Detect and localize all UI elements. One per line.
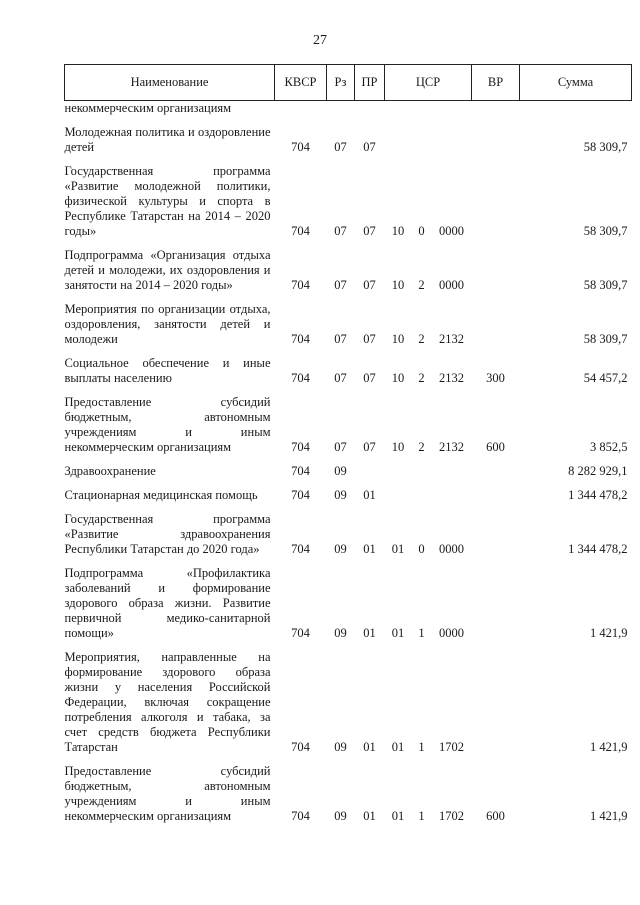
cell-sum: 8 282 929,1	[568, 464, 628, 478]
row-spacer	[65, 347, 632, 356]
row-spacer	[65, 293, 632, 302]
cell-vr: 600	[486, 440, 505, 454]
cell-pr: 07	[363, 224, 376, 238]
cell-csr-direction	[432, 464, 472, 479]
cell-name: Государственная программа «Развитие здравоохранения Республики Татарстан до 2020 года»	[64, 512, 271, 556]
cell-csr-direction: 1702	[439, 740, 464, 754]
cell-vr	[472, 650, 520, 755]
cell-csr-subprogram: 1	[418, 626, 425, 640]
cell-csr-subprogram: 0	[418, 224, 425, 238]
cell-name: Стационарная медицинская помощь	[64, 488, 258, 502]
cell-csr-subprogram: 0	[418, 542, 425, 556]
cell-rz: 07	[334, 140, 347, 154]
cell-csr-program: 01	[391, 809, 405, 823]
cell-sum: 1 344 478,2	[568, 542, 628, 556]
row-spacer	[65, 455, 632, 464]
header-vr: ВР	[472, 65, 520, 101]
cell-name: Социальное обеспечение и иные выплаты населению	[64, 356, 271, 385]
cell-name: Подпрограмма «Профилактика заболеваний и формирование здорового образа жизни. Развитие первичной медико-санитарной помощи»	[64, 566, 271, 640]
cell-csr-subprogram	[412, 464, 432, 479]
cell-csr-direction: 2132	[439, 440, 464, 454]
cell-csr-subprogram: 1	[418, 809, 425, 823]
cell-rz: 07	[334, 224, 347, 238]
cell-name: Подпрограмма «Организация отдыха детей и молодежи, их оздоровления и занятости на 2014 – 2020 годы»	[64, 248, 271, 292]
cell-csr-program	[385, 125, 412, 155]
cell-vr	[472, 488, 520, 503]
cell-sum: 58 309,7	[583, 278, 628, 292]
cell-pr: 07	[363, 278, 376, 292]
page-number: 27	[313, 33, 327, 48]
table-row	[65, 164, 632, 239]
row-spacer	[65, 641, 632, 650]
cell-kvsr: 704	[291, 224, 310, 238]
cell-csr-subprogram	[412, 125, 432, 155]
cell-csr-subprogram	[412, 488, 432, 503]
cell-sum: 1 421,9	[590, 626, 628, 640]
cell-name: Молодежная политика и оздоровление детей	[64, 125, 271, 154]
cell-csr-program: 01	[391, 626, 405, 640]
cell-csr-program: 01	[391, 740, 405, 754]
cell-pr: 01	[363, 626, 376, 640]
cell-vr	[472, 248, 520, 293]
cell-csr-program: 10	[391, 332, 405, 346]
cell-csr-direction: 0000	[439, 278, 464, 292]
table-row	[65, 566, 632, 641]
cell-csr-direction: 2132	[439, 371, 464, 385]
cell-csr-direction	[432, 488, 472, 503]
cell-kvsr: 704	[291, 809, 310, 823]
cell-csr-program: 10	[391, 224, 405, 238]
table-row	[65, 248, 632, 293]
cell-name: Государственная программа «Развитие молодежной политики, физической культуры и спорта в Республике Татарстан на 2014 – 2020 годы»	[64, 164, 271, 238]
cell-sum: 1 421,9	[590, 809, 628, 823]
cell-name: Предоставление субсидий бюджетным, автономным учреждениям и иным некоммерческим организациям	[64, 764, 271, 823]
table-row	[65, 125, 632, 155]
cell-rz: 07	[334, 278, 347, 292]
budget-table	[64, 64, 632, 824]
cell-pr: 07	[363, 440, 376, 454]
table-row	[65, 650, 632, 755]
cell-name: Мероприятия, направленные на формирование здорового образа жизни у населения Российской Федерации, включая сокращение потребления алкоголя и табака, за счет средств бюджета Республики Татарстан	[64, 650, 271, 754]
cell-pr: 07	[363, 332, 376, 346]
cell-rz: 09	[334, 542, 347, 556]
cell-csr-direction: 0000	[439, 224, 464, 238]
cell-kvsr: 704	[291, 371, 310, 385]
cell-rz: 09	[334, 809, 347, 823]
cell-sum: 1 421,9	[590, 740, 628, 754]
cell-pr: 01	[363, 488, 376, 502]
cell-kvsr: 704	[291, 140, 310, 154]
cell-pr	[355, 464, 385, 479]
cell-kvsr: 704	[291, 740, 310, 754]
cell-sum: 58 309,7	[583, 140, 628, 154]
cell-rz: 09	[334, 488, 347, 502]
table-row	[65, 488, 632, 503]
cell-csr-direction: 1702	[439, 809, 464, 823]
cell-pr: 01	[363, 740, 376, 754]
cell-kvsr: 704	[291, 278, 310, 292]
cell-rz: 07	[334, 440, 347, 454]
cell-kvsr: 704	[291, 626, 310, 640]
cell-sum: 58 309,7	[583, 224, 628, 238]
cell-sum: 58 309,7	[583, 332, 628, 346]
cell-kvsr: 704	[291, 332, 310, 346]
cell-name: Мероприятия по организации отдыха, оздоровления, занятости детей и молодежи	[64, 302, 271, 346]
cell-csr-program	[385, 488, 412, 503]
continuation-text: некоммерческим организациям	[64, 101, 232, 115]
cell-rz: 09	[334, 740, 347, 754]
cell-csr-direction	[432, 125, 472, 155]
table-row	[65, 764, 632, 824]
cell-pr: 01	[363, 809, 376, 823]
header-name: Наименование	[65, 65, 275, 101]
cell-csr-subprogram: 2	[418, 332, 425, 346]
cell-csr-program: 10	[391, 371, 405, 385]
table-row	[65, 395, 632, 455]
table-row	[65, 356, 632, 386]
cell-csr-subprogram: 2	[418, 440, 425, 454]
row-spacer	[65, 755, 632, 764]
cell-pr: 01	[363, 542, 376, 556]
table-row	[65, 464, 632, 479]
cell-name: Предоставление субсидий бюджетным, автономным учреждениям и иным некоммерческим организациям	[64, 395, 271, 454]
row-spacer	[65, 503, 632, 512]
cell-csr-program	[385, 464, 412, 479]
cell-name: Здравоохранение	[64, 464, 156, 478]
header-csr: ЦСР	[385, 65, 472, 101]
cell-rz: 07	[334, 332, 347, 346]
cell-vr	[472, 125, 520, 155]
cell-csr-direction: 0000	[439, 542, 464, 556]
cell-csr-subprogram: 1	[418, 740, 425, 754]
row-spacer	[65, 116, 632, 125]
cell-kvsr: 704	[291, 488, 310, 502]
cell-vr	[472, 164, 520, 239]
continuation-row	[65, 101, 632, 117]
cell-vr: 300	[486, 371, 505, 385]
cell-csr-program: 10	[391, 278, 405, 292]
row-spacer	[65, 239, 632, 248]
cell-vr	[472, 512, 520, 557]
cell-vr	[472, 302, 520, 347]
cell-sum: 1 344 478,2	[568, 488, 628, 502]
cell-sum: 54 457,2	[583, 371, 628, 385]
cell-csr-program: 10	[391, 440, 405, 454]
row-spacer	[65, 557, 632, 566]
cell-kvsr: 704	[291, 542, 310, 556]
cell-vr: 600	[486, 809, 505, 823]
cell-vr	[472, 566, 520, 641]
row-spacer	[65, 479, 632, 488]
cell-sum: 3 852,5	[590, 440, 628, 454]
cell-pr: 07	[363, 371, 376, 385]
cell-rz: 07	[334, 371, 347, 385]
cell-vr	[472, 464, 520, 479]
header-sum: Сумма	[520, 65, 632, 101]
cell-csr-subprogram: 2	[418, 278, 425, 292]
table-row	[65, 302, 632, 347]
header-kvsr: КВСР	[275, 65, 327, 101]
cell-csr-direction: 2132	[439, 332, 464, 346]
cell-csr-subprogram: 2	[418, 371, 425, 385]
cell-kvsr: 704	[291, 464, 310, 478]
table-body	[65, 101, 632, 825]
cell-rz: 09	[334, 464, 347, 478]
cell-rz: 09	[334, 626, 347, 640]
header-pr: ПР	[355, 65, 385, 101]
table-row	[65, 512, 632, 557]
table-header-row	[65, 65, 632, 101]
cell-kvsr: 704	[291, 440, 310, 454]
cell-pr: 07	[363, 140, 376, 154]
row-spacer	[65, 155, 632, 164]
cell-csr-program: 01	[391, 542, 405, 556]
header-rz: Рз	[327, 65, 355, 101]
row-spacer	[65, 386, 632, 395]
cell-csr-direction: 0000	[439, 626, 464, 640]
